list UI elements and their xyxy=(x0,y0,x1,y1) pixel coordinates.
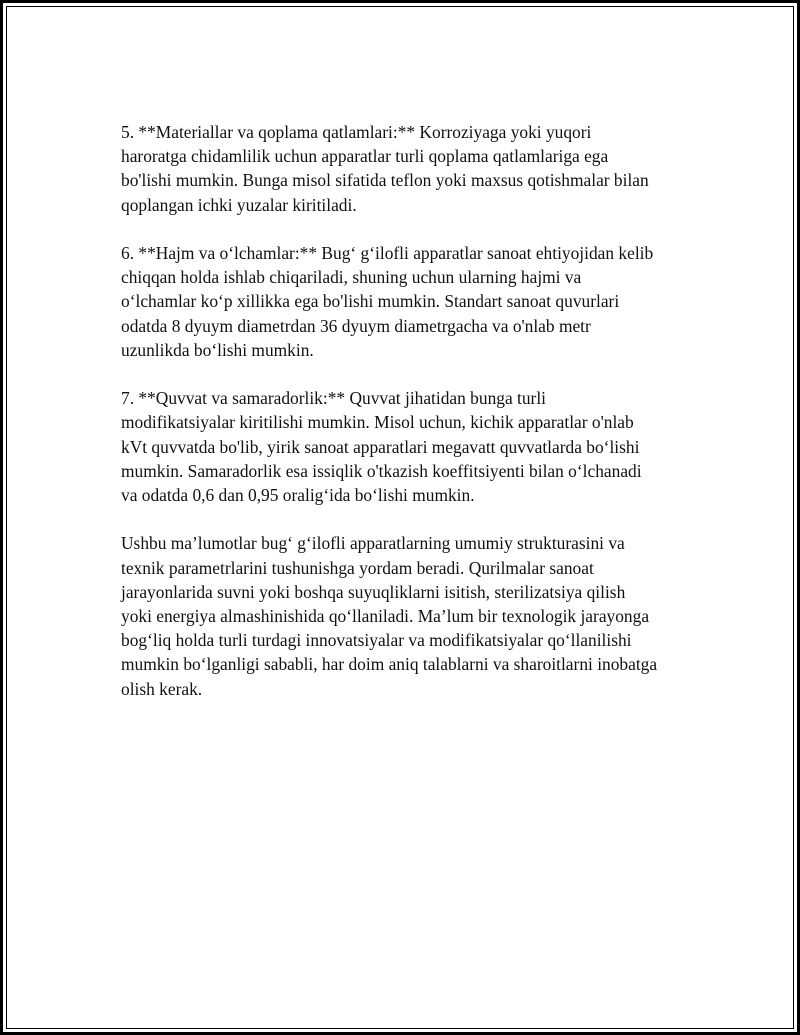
text-line: uzunlikda bo‘lishi mumkin. xyxy=(121,339,314,360)
text-line: yoki energiya almashinishida qo‘llaniladi. Ma’lum bir texnologik jarayonga xyxy=(121,606,650,627)
paragraph-materials xyxy=(121,120,701,217)
text-line: 6. **Hajm va o‘lchamlar:** Bug‘ g‘ilofli apparatlar sanoat ehtiyojidan kelib xyxy=(121,243,654,263)
text-line: modifikatsiyalar kiritilishi mumkin. Misol uchun, kichik apparatlar o'nlab xyxy=(121,412,634,433)
text-line: mumkin. Samaradorlik esa issiqlik o'tkazish koeffitsiyenti bilan o‘lchanadi xyxy=(121,460,642,481)
paragraph-summary xyxy=(121,531,701,700)
paragraph-dimensions xyxy=(121,241,701,362)
text-line: 7. **Quvvat va samaradorlik:** Quvvat jihatidan bunga turli xyxy=(121,388,547,409)
document-body xyxy=(121,120,701,725)
paragraph-power-efficiency xyxy=(121,386,701,507)
text-line: chiqqan holda ishlab chiqariladi, shuning uchun ularning hajmi va xyxy=(121,267,582,288)
text-line: jarayonlarida suvni yoki boshqa suyuqliklarni isitish, sterilizatsiya qilish xyxy=(121,581,626,602)
text-line: o‘lchamlar ko‘p xillikka ega bo'lishi mumkin. Standart sanoat quvurlari xyxy=(121,291,620,312)
text-line: olish kerak. xyxy=(121,678,203,699)
text-line: bog‘liq holda turli turdagi innovatsiyalar va modifikatsiyalar qo‘llanilishi xyxy=(121,630,632,651)
text-line: va odatda 0,6 dan 0,95 oralig‘ida bo‘lishi mumkin. xyxy=(121,485,475,506)
text-line: bo'lishi mumkin. Bunga misol sifatida teflon yoki maxsus qotishmalar bilan xyxy=(121,170,649,191)
text-line: 5. **Materiallar va qoplama qatlamlari:** Korroziyaga yoki yuqori xyxy=(121,122,592,142)
text-line: mumkin bo‘lganligi sababli, har doim aniq talablarni va sharoitlarni inobatga xyxy=(121,654,658,675)
text-line: haroratga chidamlilik uchun apparatlar turli qoplama qatlamlariga ega xyxy=(121,146,609,167)
text-line: kVt quvvatda bo'lib, yirik sanoat apparatlari megavatt quvvatlarda bo‘lishi xyxy=(121,436,640,457)
text-line: texnik parametrlarini tushunishga yordam beradi. Qurilmalar sanoat xyxy=(121,557,594,578)
text-line: odatda 8 dyuym diametrdan 36 dyuym diametrgacha va o'nlab metr xyxy=(121,315,591,336)
text-line: Ushbu ma’lumotlar bug‘ g‘ilofli apparatlarning umumiy strukturasini va xyxy=(121,533,625,554)
text-line: qoplangan ichki yuzalar kiritiladi. xyxy=(121,194,357,215)
